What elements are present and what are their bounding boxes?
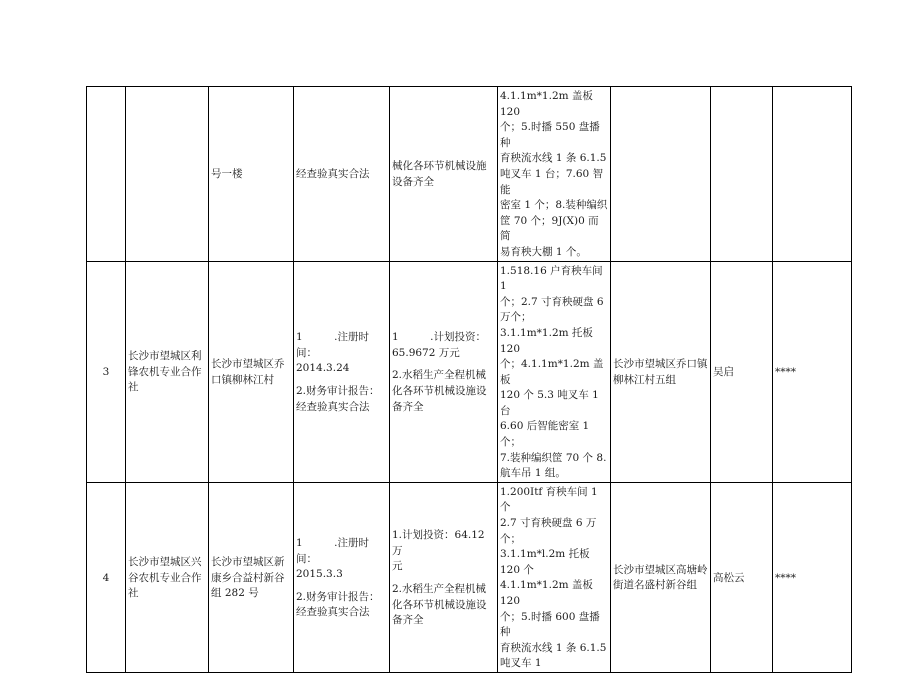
cell-location: 长沙市望城区乔口镇柳林江村五组 [611,261,711,482]
cell-equipment: 1.518.16 户育秧车间 1 个；2.7 寸育秧硬盘 6 万个； 3.1.1m*1.2m 托板 120 个；4.1.1m*1.2m 盖板 120 个 5.3 吨叉车 1 台 6.60 后智能密室 1 个； 7.装种编织筐 70 个 8. 航车吊 1 组。 [498,261,611,482]
cell-registration-info: 1 .注册时 间： 2014.3.24 2.财务审计报告： 经查验真实合法 [294,261,390,482]
cell-location: 长沙市望城区高塘岭街道名盛村新谷组 [611,482,711,672]
cell-plan: 械化各环节机械设施 设备齐全 [390,87,498,262]
cell-registration-info: 经查验真实合法 [294,87,390,262]
cell-cooperative-name [126,87,209,262]
cell-phone: **** [773,482,852,672]
cell-person: 高松云 [711,482,773,672]
cell-no [87,87,126,262]
cell-address: 长沙市望城区新康乡合益村新谷组 282 号 [209,482,294,672]
cell-equipment: 4.1.1m*1.2m 盖板 120 个；5.时播 550 盘播种 育秧流水线 1 条 6.1.5 吨叉车 1 台；7.60 智能 密室 1 个；8.装种编织 筐 70 个；9J(X)0 而简 易育秧大棚 1 个。 [498,87,611,262]
cell-person [711,87,773,262]
table-row [87,261,852,482]
cell-no: 4 [87,482,126,672]
cell-equipment: 1.200Itf 育秧车间 1 个 2.7 寸育秧硬盘 6 万个； 3.1.1m*l.2m 托板 120 个 4.1.1m*1.2m 盖板 120 个；5.时播 600 盘播种 育秧流水线 1 条 6.1.5 吨叉车 1 [498,482,611,672]
cell-registration-info: 1 .注册时 间： 2015.3.3 2.财务审计报告： 经查验真实合法 [294,482,390,672]
table-row [87,482,852,672]
cell-address: 长沙市望城区乔口镇柳林江村 [209,261,294,482]
cell-phone [773,87,852,262]
cell-address: 号一楼 [209,87,294,262]
data-table [86,86,852,673]
cell-plan: 1.计划投资：64.12 万 元 2.水稻生产全程机械 化各环节机械设施设 备齐全 [390,482,498,672]
table-row [87,87,852,262]
cell-cooperative-name: 长沙市望城区兴谷农机专业合作社 [126,482,209,672]
cell-location [611,87,711,262]
cell-plan: 1 .计划投资： 65.9672 万元 2.水稻生产全程机械 化各环节机械设施设 备齐全 [390,261,498,482]
cell-person: 吴启 [711,261,773,482]
cell-cooperative-name: 长沙市望城区利锋农机专业合作社 [126,261,209,482]
cell-no: 3 [87,261,126,482]
cell-phone: **** [773,261,852,482]
